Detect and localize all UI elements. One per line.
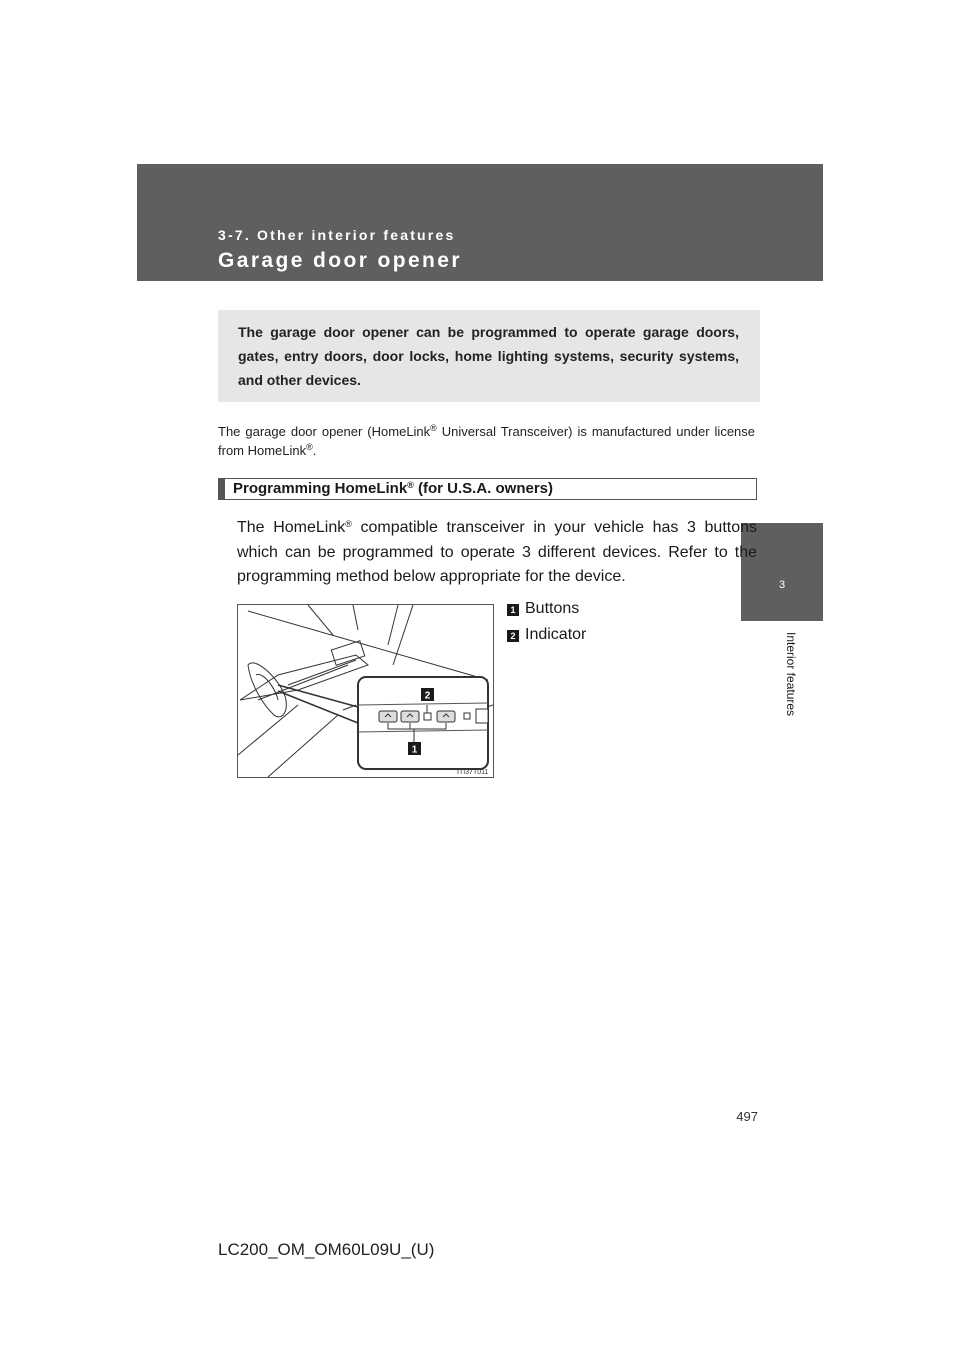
chapter-label: Interior features xyxy=(784,632,798,717)
legend-label: Indicator xyxy=(525,626,587,643)
page-number: 497 xyxy=(736,1109,758,1124)
section-heading xyxy=(218,478,757,500)
section-body xyxy=(237,516,757,590)
body-part: compatible transceiver in your vehicle has 3 buttons which can be programmed to operate 3 different devices. Refer to the programming method below appropriate for the device. xyxy=(237,519,758,585)
legend-marker: 1 xyxy=(507,604,519,616)
license-text-part: Universal Transceiver) is manufactured under license from HomeLink xyxy=(218,424,756,458)
license-text-part: . xyxy=(312,443,317,458)
callout-marker-2-label: 2 xyxy=(424,690,431,702)
overhead-console-drawing xyxy=(238,605,493,777)
homelink-button-3 xyxy=(437,711,455,722)
license-text-part: The garage door opener (HomeLink xyxy=(218,424,431,439)
legend-marker: 2 xyxy=(507,630,519,642)
section-label: 3-7. Other interior features xyxy=(218,227,456,243)
image-code: ITI37T011 xyxy=(457,769,489,776)
intro-text: The garage door opener can be programmed to operate garage doors, gates, entry doors, door locks, home lighting systems, security systems, and other devices. xyxy=(238,324,739,388)
page-title: Garage door opener xyxy=(218,249,462,272)
registered-mark: ® xyxy=(306,442,313,452)
zoom-callout xyxy=(358,677,488,769)
registered-mark: ® xyxy=(407,480,414,490)
indicator-light xyxy=(424,713,431,720)
homelink-illustration xyxy=(237,604,494,778)
intro-box xyxy=(218,310,760,402)
registered-mark: ® xyxy=(345,519,352,529)
heading-part: (for U.S.A. owners) xyxy=(413,480,554,497)
chapter-number: 3 xyxy=(778,579,786,591)
legend-label: Buttons xyxy=(525,600,580,617)
body-part: The HomeLink xyxy=(237,519,346,536)
footer-code: LC200_OM_OM60L09U_(U) xyxy=(218,1240,435,1259)
license-note xyxy=(218,422,755,460)
registered-mark: ® xyxy=(430,423,437,433)
section-heading-text xyxy=(233,480,553,497)
homelink-button-1 xyxy=(379,711,397,722)
heading-part: Programming HomeLink xyxy=(233,480,408,497)
homelink-button-2 xyxy=(401,711,419,722)
leader-lines xyxy=(278,685,358,723)
callout-marker-1-label: 1 xyxy=(411,744,418,756)
